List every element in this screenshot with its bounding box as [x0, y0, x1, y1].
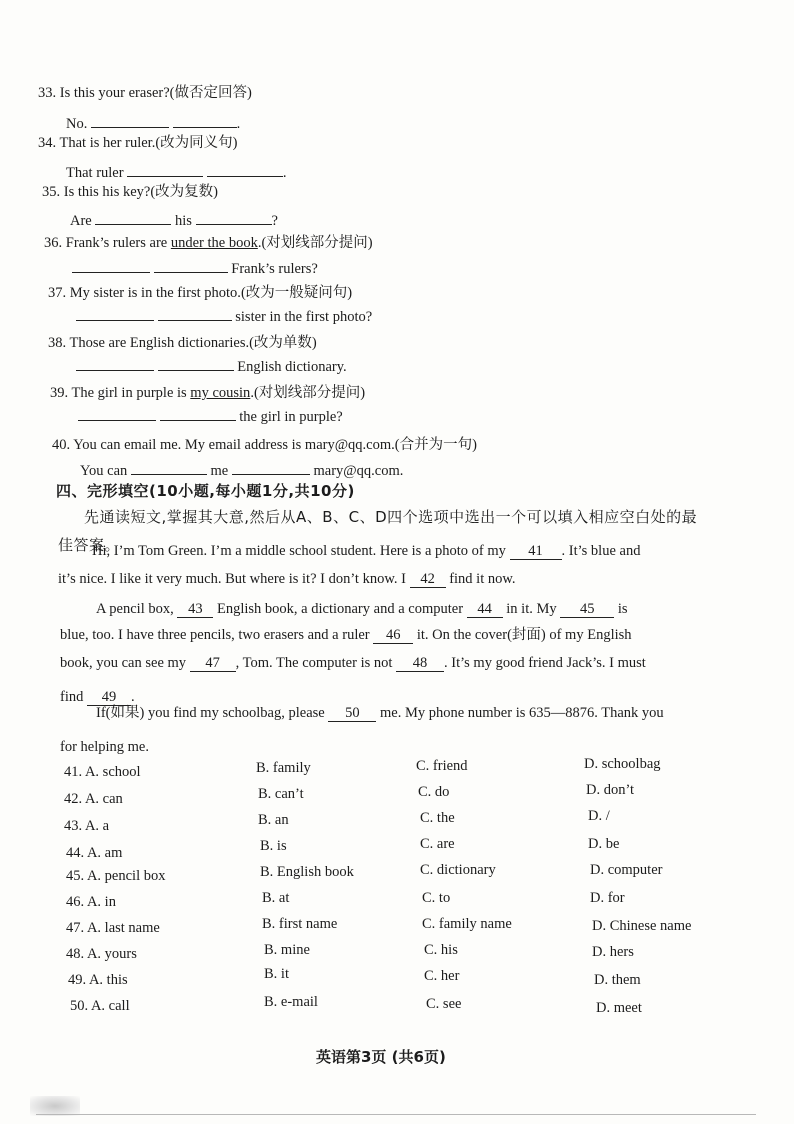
option-d[interactable]: D. Chinese name — [592, 918, 692, 934]
underlined-phrase: my cousin — [190, 385, 251, 401]
passage-text: , Tom. The computer is not — [235, 655, 393, 671]
option-a[interactable]: A. last name — [86, 920, 160, 936]
question-stem: Frank’s rulers are — [65, 235, 168, 251]
answer-blank[interactable] — [76, 306, 154, 321]
option-b[interactable]: B. first name — [262, 916, 338, 932]
passage-text: for helping me. — [60, 739, 149, 755]
option-number: 48. — [66, 946, 85, 962]
answer-blank[interactable] — [131, 460, 207, 475]
blank-49[interactable]: 49 — [87, 689, 131, 706]
option-d[interactable]: D. / — [588, 808, 610, 824]
option-b[interactable]: B. can’t — [258, 786, 304, 802]
answer-suffix: sister in the first photo? — [235, 309, 373, 325]
question-number: 40. — [52, 437, 71, 453]
option-c[interactable]: C. family name — [422, 916, 512, 932]
passage-text: in it. My — [506, 601, 557, 617]
passage-text: book, you can see my — [60, 655, 187, 671]
option-a[interactable]: A. am — [86, 845, 123, 861]
option-b[interactable]: B. an — [258, 812, 289, 828]
answer-prefix: That ruler — [66, 165, 124, 181]
passage-text: blue, too. I have three pencils, two erasers and a ruler — [60, 627, 370, 643]
answer-line-36 — [72, 258, 318, 278]
option-b[interactable]: B. is — [260, 838, 287, 854]
question-stem: That is her ruler. — [59, 135, 156, 151]
option-c[interactable]: C. friend — [416, 758, 468, 774]
answer-suffix: English dictionary. — [237, 359, 347, 375]
passage-text: . It’s my good friend Jack’s. I must — [444, 655, 646, 671]
answer-prefix: No. — [66, 116, 88, 132]
answer-middle: his — [175, 213, 192, 229]
option-number: 45. — [66, 868, 85, 884]
answer-blank[interactable] — [127, 162, 203, 177]
answer-blank[interactable] — [207, 162, 283, 177]
blank-48[interactable]: 48 — [396, 655, 444, 672]
blank-47[interactable]: 47 — [190, 655, 236, 672]
answer-line-37 — [76, 306, 372, 326]
question-instruction: (改为同义句) — [155, 135, 238, 151]
question-number: 35. — [42, 184, 61, 200]
question-stem: The girl in purple is — [71, 385, 187, 401]
blank-43[interactable]: 43 — [177, 601, 213, 618]
passage-text: is — [617, 601, 628, 617]
option-d[interactable]: D. schoolbag — [584, 756, 661, 772]
option-d[interactable]: D. for — [590, 890, 625, 906]
question-33 — [38, 84, 252, 102]
blank-42[interactable]: 42 — [410, 571, 446, 588]
option-number: 42. — [64, 791, 83, 807]
option-c[interactable]: C. are — [420, 836, 455, 852]
option-row-49 — [68, 972, 128, 989]
option-c[interactable]: C. dictionary — [420, 862, 496, 878]
question-instruction: (做否定回答) — [169, 85, 252, 101]
option-c[interactable]: C. the — [420, 810, 455, 826]
section-instruction — [84, 508, 697, 526]
answer-line-38 — [76, 356, 347, 376]
answer-line-33 — [66, 113, 240, 133]
option-b[interactable]: B. family — [256, 760, 311, 776]
passage-line-8 — [60, 738, 149, 756]
answer-line-40 — [80, 460, 403, 480]
answer-blank[interactable] — [173, 113, 237, 128]
option-a[interactable]: A. in — [86, 894, 116, 910]
answer-blank[interactable] — [158, 356, 234, 371]
question-35 — [42, 183, 218, 201]
option-d[interactable]: D. meet — [596, 1000, 642, 1016]
answer-line-34 — [66, 162, 286, 182]
passage-line-4 — [60, 626, 632, 644]
blank-50[interactable]: 50 — [328, 705, 376, 722]
option-row-45 — [66, 868, 165, 885]
answer-line-35 — [70, 210, 278, 230]
bottom-divider — [36, 1114, 756, 1115]
option-c[interactable]: C. his — [424, 942, 458, 958]
question-instruction: (改为单数) — [249, 335, 317, 351]
question-instruction: (改为一般疑问句) — [240, 285, 353, 301]
answer-blank[interactable] — [72, 258, 150, 273]
option-number: 47. — [66, 920, 85, 936]
question-number: 34. — [38, 135, 57, 151]
answer-suffix: mary@qq.com. — [313, 463, 404, 479]
passage-text: A pencil box, — [96, 601, 174, 617]
answer-suffix: . — [236, 116, 241, 132]
stem-end: . — [250, 385, 254, 401]
passage-text: . It’s blue and — [561, 543, 641, 559]
option-row-44 — [66, 845, 122, 862]
option-a[interactable]: A. school — [84, 764, 141, 780]
answer-blank[interactable] — [196, 210, 272, 225]
option-row-48 — [66, 946, 137, 963]
blank-44[interactable]: 44 — [467, 601, 503, 618]
answer-blank[interactable] — [160, 406, 236, 421]
option-d[interactable]: D. them — [594, 972, 641, 988]
option-row-46 — [66, 894, 116, 911]
section-heading — [56, 482, 355, 500]
answer-blank[interactable] — [76, 356, 154, 371]
option-b[interactable]: B. at — [262, 890, 290, 906]
option-a[interactable]: A. can — [84, 791, 123, 807]
answer-line-39 — [78, 406, 343, 426]
question-38 — [48, 334, 317, 352]
passage-line-3 — [96, 600, 628, 618]
question-36 — [44, 234, 373, 252]
answer-blank[interactable] — [95, 210, 171, 225]
blank-46[interactable]: 46 — [373, 627, 413, 644]
option-d[interactable]: D. hers — [592, 944, 634, 960]
question-stem: Those are English dictionaries. — [69, 335, 250, 351]
passage-line-2 — [58, 570, 516, 588]
passage-text: find — [60, 689, 84, 705]
section-instruction-text: 先通读短文,掌握其大意,然后从A、B、C、D四个选项中选出一个可以填入相应空白处的最 — [84, 508, 698, 526]
option-a[interactable]: A. this — [88, 972, 128, 988]
option-number: 46. — [66, 894, 85, 910]
passage-text: English book, a dictionary and a computer — [216, 601, 464, 617]
passage-text: me. My phone number is 635—8876. Thank you — [379, 705, 664, 721]
question-number: 33. — [38, 85, 57, 101]
passage-text: . — [130, 689, 135, 705]
option-number: 50. — [70, 998, 89, 1014]
option-row-47 — [66, 920, 160, 937]
option-b[interactable]: B. it — [264, 966, 289, 982]
question-34 — [38, 134, 238, 152]
answer-prefix: Are — [70, 213, 92, 229]
option-c[interactable]: C. do — [418, 784, 450, 800]
answer-suffix: Frank’s rulers? — [231, 261, 318, 277]
option-number: 43. — [64, 818, 83, 834]
stem-end: . — [257, 235, 262, 251]
answer-prefix: You can — [80, 463, 128, 479]
question-stem: You can email me. My email address is mary@qq.com. — [73, 437, 395, 453]
question-number: 36. — [44, 235, 63, 251]
answer-suffix: ? — [271, 213, 278, 229]
question-39 — [50, 384, 365, 402]
option-b[interactable]: B. e-mail — [264, 994, 318, 1010]
question-stem: Is this your eraser? — [59, 85, 170, 101]
passage-text: it. On the cover(封面) of my English — [416, 627, 632, 643]
option-a[interactable]: A. call — [90, 998, 130, 1014]
passage-text: find it now. — [449, 571, 516, 587]
question-instruction: (对划线部分提问) — [261, 235, 373, 251]
answer-suffix: the girl in purple? — [239, 409, 343, 425]
question-instruction: (改为复数) — [150, 184, 219, 200]
answer-blank[interactable] — [91, 113, 169, 128]
option-a[interactable]: A. pencil box — [86, 868, 166, 884]
passage-line-1 — [92, 542, 640, 560]
option-b[interactable]: B. mine — [264, 942, 310, 958]
option-a[interactable]: A. a — [84, 818, 110, 834]
passage-text: If(如果) you find my schoolbag, please — [96, 705, 325, 721]
option-row-50 — [70, 998, 130, 1015]
question-number: 39. — [50, 385, 69, 401]
option-a[interactable]: A. yours — [86, 946, 137, 962]
blank-45[interactable]: 45 — [560, 601, 614, 618]
option-b[interactable]: B. English book — [260, 864, 354, 880]
page-footer: 英语第3页 (共6页) — [316, 1048, 446, 1066]
question-instruction: (合并为一句) — [394, 437, 477, 453]
option-number: 41. — [64, 764, 83, 780]
passage-line-5 — [60, 654, 646, 672]
answer-blank[interactable] — [78, 406, 156, 421]
option-d[interactable]: D. don’t — [586, 782, 635, 798]
option-d[interactable]: D. be — [588, 836, 620, 852]
question-stem: My sister is in the first photo. — [69, 285, 241, 301]
option-number: 44. — [66, 845, 85, 861]
passage-line-7 — [96, 704, 664, 722]
section-title: 四、完形填空(10小题,每小题1分,共10分) — [56, 482, 355, 500]
question-instruction: (对划线部分提问) — [253, 385, 366, 401]
option-row-41 — [64, 764, 141, 781]
answer-blank[interactable] — [232, 460, 310, 475]
scan-shadow — [30, 1096, 80, 1116]
option-row-43 — [64, 818, 109, 835]
question-40 — [52, 436, 477, 454]
answer-middle: me — [210, 463, 229, 479]
question-number: 38. — [48, 335, 67, 351]
question-stem: Is this his key? — [63, 184, 151, 200]
option-c[interactable]: C. to — [422, 890, 451, 906]
section-instruction-text: 佳答案。 — [58, 536, 121, 554]
blank-41[interactable]: 41 — [510, 543, 562, 560]
answer-blank[interactable] — [158, 306, 232, 321]
passage-text: it’s nice. I like it very much. But where is it? I don’t know. I — [58, 571, 406, 587]
option-number: 49. — [68, 972, 87, 988]
option-c[interactable]: C. see — [426, 996, 462, 1012]
answer-suffix: . — [282, 165, 287, 181]
option-row-42 — [64, 791, 123, 808]
option-c[interactable]: C. her — [424, 968, 460, 984]
question-number: 37. — [48, 285, 67, 301]
passage-text: Hi, I’m Tom Green. I’m a middle school student. Here is a photo of my — [92, 543, 506, 559]
question-37 — [48, 284, 352, 302]
option-d[interactable]: D. computer — [590, 862, 663, 878]
answer-blank[interactable] — [154, 258, 228, 273]
underlined-phrase: under the book — [170, 235, 258, 251]
